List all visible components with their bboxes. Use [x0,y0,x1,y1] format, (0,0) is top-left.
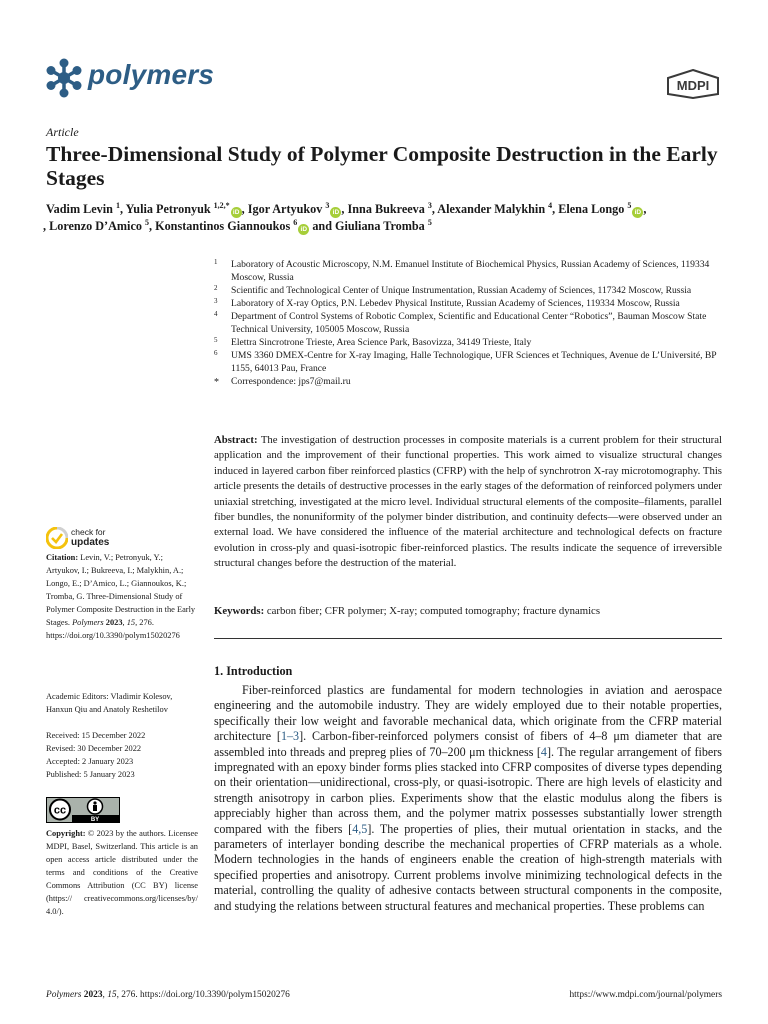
affiliation-item [214,258,734,284]
reference-link[interactable]: 4,5 [352,821,368,836]
author-separator: , [643,202,647,216]
author[interactable]: , Konstantinos Giannoukos [149,219,294,233]
reference-link[interactable]: 1–3 [280,729,300,744]
keywords [214,604,722,619]
citation-sep: , [122,618,127,627]
date-revised: Revised: 30 December 2022 [46,744,142,753]
affiliation-mark: 5 [214,336,218,344]
reference-link[interactable]: 4 [540,744,547,759]
footer-journal-url[interactable]: https://www.mdpi.com/journal/polymers [569,990,722,1000]
orcid-icon[interactable]: iD [632,207,643,218]
affiliation-text: Scientific and Technological Center of Unique Instrumentation, Russian Academy of Sciences, 117342 Moscow, Russia [231,285,692,296]
affiliation-item [214,284,734,297]
affiliation-mark: 1 [214,258,218,266]
copyright-notice [46,827,198,918]
correspondence-item [214,375,734,388]
affiliation-item [214,336,734,349]
affiliation-mark: 4 [214,310,218,318]
citation [46,551,198,642]
correspondence-text[interactable]: Correspondence: jps7@mail.ru [231,376,351,387]
date-received: Received: 15 December 2022 [46,731,146,740]
by-label: BY [90,817,100,823]
footer-sep: , [102,990,108,1000]
author[interactable]: , Igor Artyukov [241,202,326,216]
footer-year: 2023 [81,990,103,1000]
affiliation-text: Elettra Sincrotrone Trieste, Area Science Park, Basovizza, 34149 Trieste, Italy [231,337,532,348]
publisher-label: MDPI [676,78,710,93]
orcid-icon[interactable]: iD [298,224,309,235]
date-published: Published: 5 January 2023 [46,770,135,779]
author-sup: 3 [427,201,432,210]
section-heading: 1. Introduction [214,664,293,678]
footer-volume: 15 [107,990,117,1000]
affiliation-item [214,297,734,310]
author-sup: 6 [293,218,298,227]
author[interactable]: , Elena Longo [552,202,628,216]
intro-text: Fiber-reinforced plastics are fundamental for modern technologies in aviation and aerospace engineering and the automobile industry. They are widely employed due to their notable properties, specifically their low weight and favorable mechanical data, which originate from the CFRP material architecture [ [214,683,722,744]
author-sup: 4 [548,201,553,210]
orcid-icon[interactable]: iD [330,207,341,218]
intro-text: ]. The regular arrangement of fibers impregnated with an epoxy binder forms plies stacked into CFRP composites of diverse types depending on their orientation—unidirectional, cross-ply, or quasi-isotropic. There are high levels of elasticity and strength anisotropy in carbon plies. Experiments show that the elastic modulus along the fibers is appreciably higher than across them, and the polymer matrix possesses substantially lower strength compared with the fibers [ [214,744,722,836]
mdpi-logo [666,69,720,99]
affiliation-mark: 6 [214,349,218,357]
article-title: Three-Dimensional Study of Polymer Composite Destruction in the Early Stages [46,142,718,190]
affiliation-item [214,349,734,375]
author-sup: 1,2,* [213,201,230,210]
academic-editors: Academic Editors: Vladimir Kolesov, Hanxun Qiu and Anatoly Reshetilov [46,692,173,714]
check-for-updates-badge[interactable] [46,527,156,551]
check-updates-line2: updates [71,536,110,548]
keywords-text: carbon fiber; CFR polymer; X-ray; computed tomography; fracture dynamics [264,605,601,617]
author[interactable]: and Giuliana Tromba [309,219,428,233]
intro-text: ]. The properties of plies, their mutual orientation in stacks, and the parameters of interlayer bonding describe the mechanical properties of CFRP materials as a whole. Modern technologies in the hands of engineers enable the creation of high-strength materials with specified properties and anisotropy. Current problems involve minimizing technological defects in the material, controlling the quality of adhesive contacts between structural components in the composite, and studying the relations between structural features and mechanical properties. These problems can [214,821,722,913]
author-sup: 3 [325,201,330,210]
affiliation-text: Laboratory of Acoustic Microscopy, N.M. Emanuel Institute of Biochemical Physics, Russian Academy of Sciences, 119334 Moscow, Russia [231,259,710,283]
affiliation-text: UMS 3360 DMEX-Centre for X-ray Imaging, Halle Technologique, UFR Sciences et Techniques, Avenue de L’Université, BP 1155, 64013 Pau, France [231,350,717,374]
publication-dates [46,729,198,781]
author[interactable]: , Alexander Malykhin [431,202,549,216]
copyright-text: © 2023 by the authors. Licensee MDPI, Basel, Switzerland. This article is an open access article distributed under the terms and conditions of the Creative Commons Attribution (CC BY) license (https:// creativecommons.org/licenses/by/ 4.0/). [46,829,198,916]
journal-name: polymers [88,59,215,90]
author[interactable]: Vadim Levin [46,202,116,216]
intro-text: ]. Carbon-fiber-reinforced polymers consist of fibers of 4–8 μm diameter that are assembled into threads and prepreg plies of 70–200 μm thickness [ [214,729,722,759]
cc-by-license-icon[interactable] [46,797,120,823]
author-list [43,201,736,235]
author[interactable]: , Yulia Petronyuk [119,202,214,216]
citation-volume: 15 [126,618,136,627]
footer-citation [46,990,290,1000]
footer-doi[interactable]: , 276. https://doi.org/10.3390/polym15020276 [116,990,290,1000]
correspondence-mark: * [214,377,219,388]
check-updates-line1: check for [71,527,106,537]
author[interactable]: , Lorenzo D’Amico [43,219,145,233]
abstract [214,433,722,572]
citation-label: Citation: [46,553,79,562]
citation-year: 2023 [103,618,123,627]
affiliation-item [214,310,734,336]
orcid-icon[interactable]: iD [231,207,242,218]
author-sup: 5 [627,201,632,210]
abstract-text: The investigation of destruction processes in composite materials is a current problem for their structural application and the improvement of their functional properties. This work aimed to visualize structural changes induced in layered carbon fiber reinforced plastics (CFRP) with the help of synchrotron X-ray microtomography. This article presents the details of destructive processes in the early stages of the deformation of reinforced polymers under uniaxial stretching, investigated at the micro level. Individual structural elements of the composite–filaments, parallel fiber bundles, the nonuniformity of the polymer binder distribution, and continuity defects—were observed under an external load. We have considered the influence of the material architecture and technological defects on fracture evolution in cross-ply and quasi-isotropic fiber-reinforced plastics. The results indicate the sequence of irreversible structural changes before the destruction of the material. [214,434,722,570]
citation-journal: Polymers [72,618,104,627]
journal-logo-icon [44,58,84,98]
article-type: Article [46,125,79,139]
introduction-paragraph [214,683,722,914]
citation-text: Levin, V.; Petronyuk, Y.; Artyukov, I.; Bukreeva, I.; Malykhin, A.; Longo, E.; D’Amico, L.; Giannoukos, K.; Tromba, G. Three-Dimensional Study of Polymer Composite Destruction in the Early Stages. [46,553,196,627]
keywords-label: Keywords: [214,605,265,617]
date-accepted: Accepted: 2 January 2023 [46,757,134,766]
copyright-label: Copyright: [46,829,86,838]
affiliation-text: Department of Control Systems of Robotic Complex, Scientific and Educational Center “Robotics”, Bauman Moscow State Technical University, 105005 Moscow, Russia [231,311,707,335]
footer-journal: Polymers [46,990,82,1000]
affiliation-mark: 3 [214,297,218,305]
check-updates-icon [46,527,68,549]
author-sup: 5 [427,218,432,227]
affiliation-text: Laboratory of X-ray Optics, P.N. Lebedev Physical Institute, Russian Academy of Sciences, 119334 Moscow, Russia [231,298,680,309]
section-divider [214,638,722,639]
affiliation-list [214,258,734,388]
cc-label: cc [53,804,67,817]
author[interactable]: , Inna Bukreeva [341,202,428,216]
author-sup: 1 [115,201,120,210]
affiliation-mark: 2 [214,284,218,292]
citation-doi[interactable]: , 276. https://doi.org/10.3390/polym15020276 [46,618,180,640]
abstract-label: Abstract: [214,434,258,446]
author-sup: 5 [145,218,149,227]
